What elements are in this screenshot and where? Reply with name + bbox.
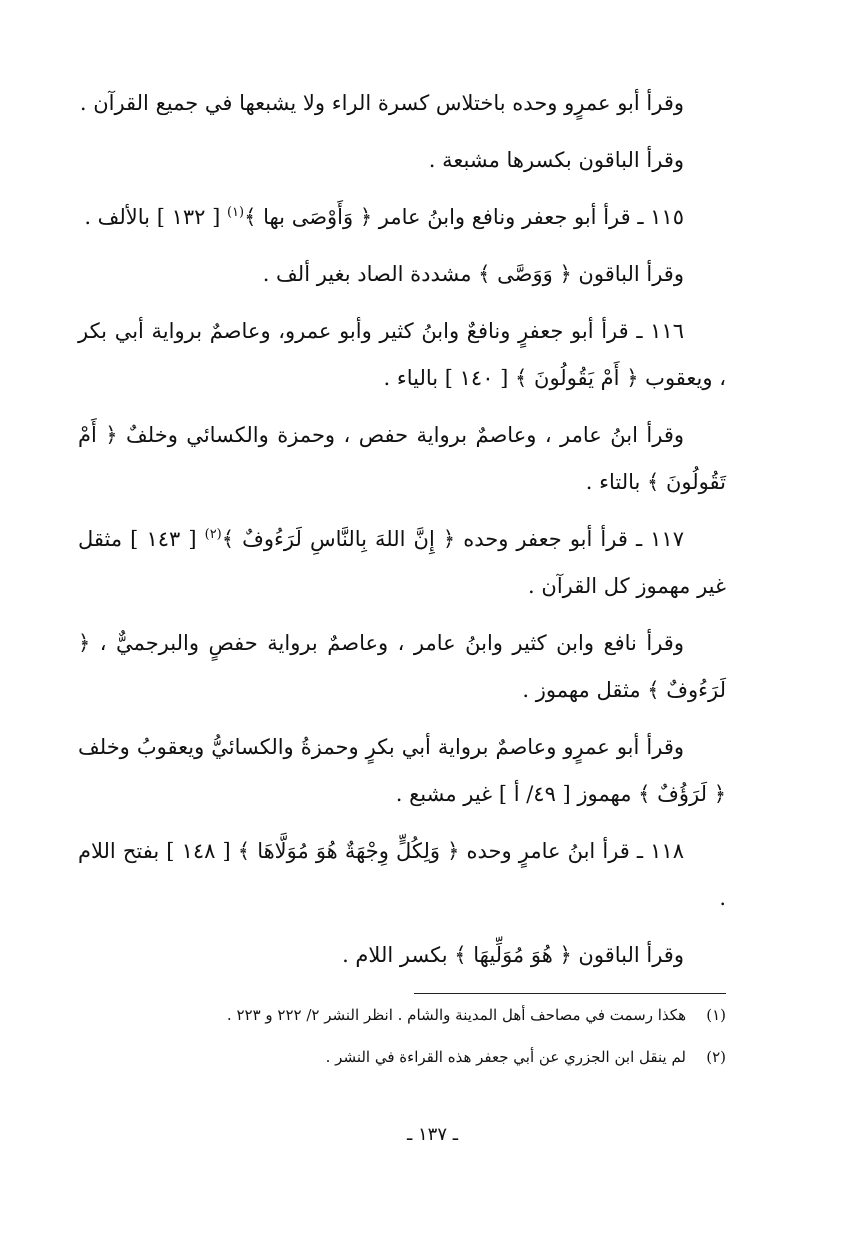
main-text (78, 80, 726, 989)
paragraph-11: وقرأ الباقون ﴿ هُوَ مُوَلِّيهَا ﴾ بكسر اللام . (342, 943, 684, 967)
footnote-1 (78, 1004, 726, 1026)
footnotes (78, 1004, 726, 1088)
paragraph-9: وقرأ أبو عمرٍو وعاصمٌ برواية أبي بكرٍ وحمزةُ والكسائيُّ ويعقوبُ وخلف ﴿ لَرَؤُفٌ ﴾ مهموز [ ٤٩/ أ ] غير مشبع . (78, 735, 726, 806)
footnote-2 (78, 1046, 726, 1068)
footnote-text: لم ينقل ابن الجزري عن أبي جعفر هذه القراءة في النشر . (325, 1048, 686, 1066)
footnote-number: (١) (706, 1006, 726, 1024)
paragraph-1: وقرأ أبو عمرٍو وحده باختلاس كسرة الراء ولا يشبعها في جميع القرآن . (79, 91, 684, 115)
footnote-divider (414, 993, 726, 994)
paragraph-4: وقرأ الباقون ﴿ وَوَصَّى ﴾ مشددة الصاد بغير ألف . (262, 262, 684, 286)
paragraph-7: ١١٧ ـ قرأ أبو جعفر وحده ﴿ إِنَّ اللهَ بِالنَّاسِ لَرَءُوفٌ ﴾$^{(٢)}$ [ ١٤٣ ] مثقل غير مهموز كل القرآن . (78, 527, 726, 598)
footnote-number: (٢) (706, 1048, 726, 1066)
paragraph-2: وقرأ الباقون بكسرها مشبعة . (428, 148, 684, 172)
page-number: ـ ١٣٧ ـ (406, 1124, 458, 1145)
paragraph-6: وقرأ ابنُ عامر ، وعاصمٌ برواية حفص ، وحمزة والكسائي وخلفٌ ﴿ أَمْ تَقُولُونَ ﴾ بالتاء . (78, 423, 726, 494)
footnote-ref-2: (٢) (204, 527, 222, 542)
footnote-text: هكذا رسمت في مصاحف أهل المدينة والشام . انظر النشر ٢/ ٢٢٢ و ٢٢٣ . (226, 1006, 686, 1024)
paragraph-10: ١١٨ ـ قرأ ابنُ عامرٍ وحده ﴿ وَلِكُلٍّ وِجْهَةٌ هُوَ مُوَلَّاهَا ﴾ [ ١٤٨ ] بفتح اللام . (78, 839, 726, 910)
paragraph-8: وقرأ نافع وابن كثير وابنُ عامر ، وعاصمٌ برواية حفصٍ والبرجميٌّ ، ﴿ لَرَءُوفٌ ﴾ مثقل مهموز . (78, 631, 726, 702)
footnote-ref-1: (١) (226, 205, 245, 220)
paragraph-3: ١١٥ ـ قرأ أبو جعفر ونافع وابنُ عامر ﴿ وَأَوْصَى بها ﴾$^{(١)}$ [ ١٣٢ ] بالألف . (84, 205, 684, 229)
paragraph-5: ١١٦ ـ قرأ أبو جعفرٍ ونافعٌ وابنُ كثير وأبو عمرو، وعاصمٌ برواية أبي بكر ، ويعقوب ﴿ أَمْ يَقُولُونَ ﴾ [ ١٤٠ ] بالياء . (78, 319, 726, 390)
